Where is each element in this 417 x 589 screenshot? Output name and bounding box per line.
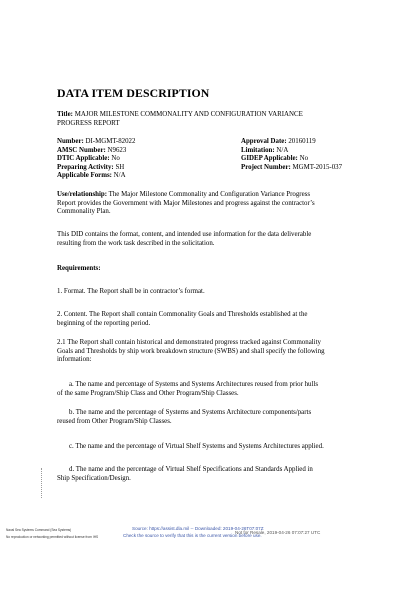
source-link[interactable]: https://assist.dla.mil xyxy=(149,526,190,531)
requirement-2-1: 2.1 The Report shall contain historical and demonstrated progress tracked against Commonality Goals and Thresholds by ship work breakdown structure (SWBS) and shall specify the following information: xyxy=(57,339,325,364)
amsc-number-label: AMSC Number: xyxy=(57,146,106,154)
approval-date-value: 20160119 xyxy=(288,138,316,145)
requirement-item-a: a. The name and percentage of Systems and Systems Architectures reused from prior hulls of the same Program/Ship Class and Other Program/Ship Classes. xyxy=(57,381,319,397)
margin-change-bar xyxy=(41,468,42,498)
requirement-2: 2. Content. The Report shall contain Commonality Goals and Thresholds established at the beginning of the reporting period. xyxy=(57,311,308,327)
title-label: Title: xyxy=(57,111,73,118)
title-block xyxy=(57,111,359,128)
requirement-item-b: b. The name and the percentage of Systems and Systems Architecture components/parts reused from Other Program/Ship Classes. xyxy=(57,409,312,425)
footer-publisher: Naval Sea Systems Command (Sea Systems) xyxy=(6,528,72,532)
use-relationship-label: Use/relationship: xyxy=(57,191,108,198)
document-heading: DATA ITEM DESCRIPTION xyxy=(57,86,210,100)
approval-date-label: Approval Date: xyxy=(241,138,287,145)
gidep-value: No xyxy=(299,155,309,162)
footer-license-note: No reproduction or networking permitted without license from IHS xyxy=(6,535,99,539)
did-paragraph: This DID contains the format, content, and intended use information for the data deliverable resulting from the work task described in the solicitation. xyxy=(57,231,312,247)
project-number-label: Project Number: xyxy=(241,163,291,171)
dtic-value: No xyxy=(111,155,120,162)
footer-source-line: Source: https://assist.dla.mil -- Downloaded: 2019-04-26T07:07Z xyxy=(132,526,264,531)
amsc-number-value: N9623 xyxy=(107,146,127,154)
limitation-label: Limitation: xyxy=(241,146,275,154)
use-relationship-paragraph: Use/relationship: The Major Milestone Commonality and Configuration Variance Progress Report provides the Government with Major Milestones and progress against the contractor’s Commonality Plan. xyxy=(57,191,315,216)
preparing-activity-value: SH xyxy=(115,163,125,171)
applicable-forms-label: Applicable Forms: xyxy=(57,172,112,179)
number-value: DI-MGMT-82022 xyxy=(85,138,136,145)
footer-verify-note: Check the source to verify that this is the current version before use. xyxy=(123,532,262,538)
requirement-item-d: d. The name and the percentage of Virtual Shelf Specifications and Standards Applied in Ship Specification/Design. xyxy=(57,466,313,482)
requirement-item-c: c. The name and the percentage of Virtual Shelf Systems and Systems Architectures applied. xyxy=(69,443,324,450)
preparing-activity-label: Preparing Activity: xyxy=(57,163,114,171)
title-line-2: PROGRESS REPORT xyxy=(57,119,120,127)
requirements-heading: Requirements: xyxy=(57,265,101,272)
number-label: Number: xyxy=(57,138,84,145)
dtic-label: DTIC Applicable: xyxy=(57,155,110,162)
footer-resale-note: Not for Resale, 2019-04-26 07:07:27 UTC xyxy=(235,530,321,535)
limitation-value: N/A xyxy=(276,146,289,154)
requirement-1: 1. Format. The Report shall be in contractor’s format. xyxy=(57,288,205,295)
project-number-value: MGMT-2015-037 xyxy=(292,163,343,171)
title-line-1: MAJOR MILESTONE COMMONALITY AND CONFIGURATION VARIANCE xyxy=(74,111,303,118)
gidep-label: GIDEP Applicable: xyxy=(241,155,298,162)
applicable-forms-value: N/A xyxy=(113,172,126,179)
